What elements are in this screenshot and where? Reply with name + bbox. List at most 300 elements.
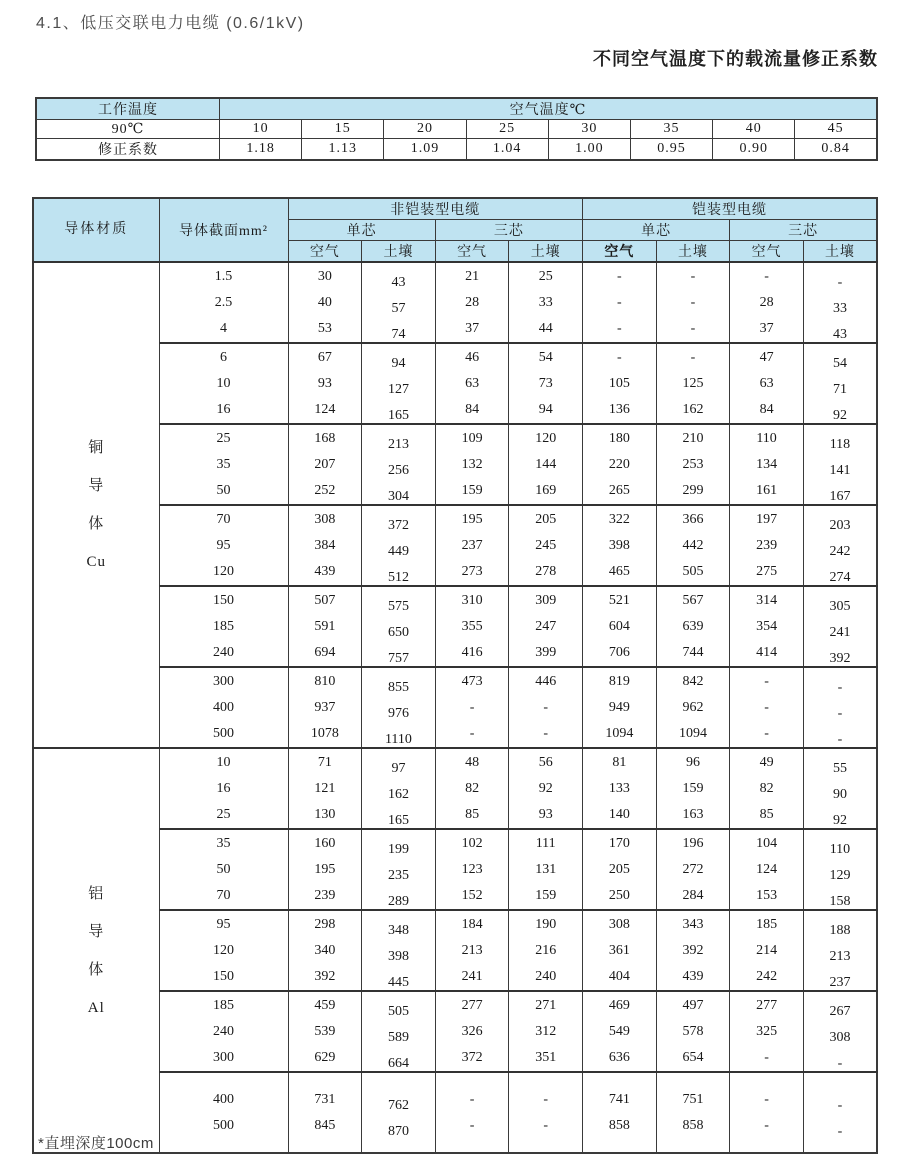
cell-lines	[289, 668, 362, 747]
cell-lines	[730, 1073, 803, 1152]
cell-lines	[804, 1079, 876, 1158]
cell-value: 84	[759, 401, 774, 417]
cell-lines	[730, 587, 803, 666]
cell-value: 162	[387, 786, 409, 802]
cell-value: 50	[216, 861, 231, 877]
ampacity-table	[32, 197, 878, 1154]
cell-value: 54	[538, 349, 553, 365]
cell-value: 120	[213, 563, 234, 579]
cell-lines	[657, 587, 730, 666]
cell-value: 33	[832, 300, 847, 316]
cell-value: 162	[682, 401, 704, 417]
cell-value: 195	[314, 861, 336, 877]
ampacity-cell	[656, 991, 730, 1072]
ampacity-cell	[362, 262, 436, 343]
cell-value: 220	[608, 456, 630, 472]
cell-lines	[160, 587, 288, 666]
ampacity-cell	[803, 991, 877, 1072]
cross-section-cell	[159, 262, 288, 343]
ampacity-cell	[362, 586, 436, 667]
cell-value: 96	[685, 754, 700, 770]
cell-value: -	[764, 1049, 769, 1065]
ampacity-cell	[730, 667, 804, 748]
cell-value: 578	[682, 1023, 704, 1039]
conductor-material-header: 导体材质	[33, 198, 159, 262]
cell-value: 56	[538, 754, 553, 770]
cell-value: 84	[465, 401, 480, 417]
cell-value: 125	[682, 375, 704, 391]
cell-value: 240	[213, 1023, 234, 1039]
cell-lines	[730, 911, 803, 990]
cell-value: 354	[756, 618, 778, 634]
cell-value: 278	[535, 563, 557, 579]
cell-value: -	[764, 268, 769, 284]
cell-lines	[657, 1073, 730, 1152]
cell-value: 1078	[310, 725, 339, 741]
coefficient-row	[36, 139, 877, 161]
cell-value: 63	[465, 375, 480, 391]
cell-lines	[804, 836, 876, 915]
ampacity-cell	[803, 424, 877, 505]
cell-value: 185	[213, 618, 234, 634]
cell-value: 473	[461, 673, 483, 689]
capacity-row	[33, 910, 877, 991]
cell-lines	[362, 755, 435, 834]
armored-three-core-header: 三芯	[730, 220, 877, 241]
cell-value: 355	[461, 618, 483, 634]
ampacity-cell	[362, 505, 436, 586]
cell-lines	[509, 911, 582, 990]
ampacity-cell	[656, 262, 730, 343]
cell-lines	[657, 749, 730, 828]
cell-value: 10	[216, 754, 231, 770]
cell-value: 273	[461, 563, 483, 579]
capacity-row	[33, 1072, 877, 1153]
cross-section-cell	[159, 586, 288, 667]
cell-value: 213	[829, 948, 851, 964]
cell-lines	[160, 911, 288, 990]
ampacity-cell	[656, 424, 730, 505]
cell-value: 439	[682, 968, 704, 984]
cell-value: 304	[387, 488, 409, 504]
cell-value: 267	[829, 1003, 851, 1019]
cell-value: 870	[387, 1123, 409, 1139]
air-header: 空气	[288, 241, 362, 263]
air-temp-value: 10	[220, 120, 302, 139]
cell-value: 446	[535, 673, 557, 689]
cell-value: 654	[682, 1049, 704, 1065]
cell-value: 240	[535, 968, 557, 984]
cell-value: 650	[387, 624, 409, 640]
cell-value: 184	[461, 916, 483, 932]
cell-value: -	[837, 679, 843, 695]
ampacity-cell	[803, 667, 877, 748]
cell-lines	[583, 911, 656, 990]
correction-factor-value: 0.90	[713, 139, 795, 161]
cell-value: -	[837, 1055, 843, 1071]
cell-value: 70	[216, 887, 231, 903]
cell-value: 140	[608, 806, 630, 822]
cell-lines	[436, 263, 509, 342]
cell-value: 1110	[384, 731, 412, 747]
cell-value: 325	[756, 1023, 778, 1039]
cell-value: 274	[829, 569, 851, 585]
cell-value: 348	[387, 922, 409, 938]
cell-value: 90	[832, 786, 847, 802]
ampacity-cell	[509, 424, 583, 505]
cell-value: 277	[461, 997, 483, 1013]
section-subtitle: 不同空气温度下的载流量修正系数	[593, 49, 878, 69]
cell-lines	[160, 749, 288, 828]
cell-lines	[804, 512, 876, 591]
cell-value: 751	[682, 1091, 704, 1107]
cell-value: 549	[608, 1023, 630, 1039]
ampacity-cell	[509, 586, 583, 667]
cell-value: 305	[829, 598, 851, 614]
cell-lines	[657, 506, 730, 585]
cross-section-cell	[159, 910, 288, 991]
ampacity-cell	[288, 505, 362, 586]
cell-lines	[583, 1073, 656, 1152]
air-temp-value: 20	[384, 120, 466, 139]
ampacity-cell	[730, 262, 804, 343]
cell-value: 43	[391, 274, 406, 290]
cell-value: 111	[535, 835, 556, 851]
cell-value: 239	[756, 537, 778, 553]
cell-value: 170	[608, 835, 630, 851]
cell-value: 310	[461, 592, 483, 608]
cell-value: 976	[387, 705, 409, 721]
cell-value: 589	[387, 1029, 409, 1045]
capacity-row	[33, 667, 877, 748]
cell-value: 159	[461, 482, 483, 498]
ampacity-cell	[656, 667, 730, 748]
cell-value: 30	[317, 268, 332, 284]
cell-value: 384	[314, 537, 336, 553]
cell-value: 73	[538, 375, 553, 391]
ampacity-cell	[288, 1072, 362, 1153]
cell-lines	[362, 350, 435, 429]
ampacity-cell	[509, 910, 583, 991]
ampacity-cell	[509, 748, 583, 829]
cell-lines	[583, 506, 656, 585]
air-header: 空气	[583, 241, 657, 263]
ampacity-cell	[509, 667, 583, 748]
ampacity-cell	[509, 1072, 583, 1153]
cell-value: 104	[756, 835, 778, 851]
cell-value: 237	[461, 537, 483, 553]
cell-lines	[730, 830, 803, 909]
cell-value: 962	[682, 699, 704, 715]
cell-lines	[509, 263, 582, 342]
cell-lines	[160, 263, 288, 342]
cell-lines	[362, 431, 435, 510]
air-temp-value: 40	[713, 120, 795, 139]
cell-value: 416	[461, 644, 483, 660]
ampacity-cell	[656, 343, 730, 424]
cell-value: 93	[317, 375, 332, 391]
cell-value: 398	[608, 537, 630, 553]
ampacity-cell	[583, 667, 657, 748]
cell-lines	[730, 749, 803, 828]
cross-section-cell	[159, 505, 288, 586]
ampacity-cell	[730, 586, 804, 667]
burial-depth-footnote: *直埋深度100cm	[38, 1135, 154, 1152]
ampacity-cell	[583, 343, 657, 424]
air-temp-value: 15	[302, 120, 384, 139]
cell-value: 136	[608, 401, 630, 417]
cell-lines	[583, 830, 656, 909]
cell-value: 299	[682, 482, 704, 498]
conductor-line: 体	[88, 516, 105, 532]
cell-lines	[362, 917, 435, 996]
cell-value: 35	[216, 835, 231, 851]
cell-value: 400	[213, 699, 234, 715]
conductor-line: 铜	[88, 440, 105, 456]
cell-value: 141	[829, 462, 851, 478]
cell-lines	[362, 836, 435, 915]
cell-value: 92	[538, 780, 553, 796]
cell-value: 197	[756, 511, 778, 527]
cell-lines	[730, 668, 803, 747]
ampacity-header-row-1	[33, 198, 877, 220]
ampacity-cell	[583, 586, 657, 667]
cell-lines	[160, 1073, 288, 1152]
ampacity-cell	[288, 343, 362, 424]
cell-value: 6	[220, 349, 227, 365]
ampacity-cell	[730, 343, 804, 424]
cell-value: 132	[461, 456, 483, 472]
cell-value: 855	[387, 679, 409, 695]
cell-value: -	[764, 725, 769, 741]
cell-lines	[657, 830, 730, 909]
cell-value: 16	[216, 780, 231, 796]
correction-factor-value: 1.09	[384, 139, 466, 161]
cell-value: 326	[461, 1023, 483, 1039]
cell-value: 50	[216, 482, 231, 498]
cell-value: 163	[682, 806, 704, 822]
cell-value: 497	[682, 997, 704, 1013]
cell-value: 235	[387, 867, 409, 883]
cell-value: 71	[832, 381, 847, 397]
cell-lines	[657, 425, 730, 504]
capacity-row	[33, 343, 877, 424]
ampacity-cell	[656, 748, 730, 829]
cell-value: 28	[465, 294, 480, 310]
cell-lines	[583, 668, 656, 747]
cell-value: 1.5	[214, 268, 233, 284]
cell-value: 213	[387, 436, 409, 452]
cell-lines	[160, 668, 288, 747]
cell-value: 37	[465, 320, 480, 336]
cell-lines	[804, 269, 876, 348]
cell-value: 169	[535, 482, 557, 498]
cell-value: 636	[608, 1049, 630, 1065]
cell-value: 94	[538, 401, 553, 417]
cell-value: -	[616, 349, 622, 365]
conductor-line: Al	[87, 999, 105, 1016]
cell-value: 300	[213, 673, 234, 689]
cell-value: 44	[538, 320, 553, 336]
ampacity-cell	[288, 910, 362, 991]
ampacity-cell	[730, 829, 804, 910]
cell-value: 95	[216, 916, 231, 932]
cell-value: 322	[608, 511, 630, 527]
cell-lines	[804, 917, 876, 996]
cell-value: 507	[314, 592, 336, 608]
cell-value: 265	[608, 482, 630, 498]
ampacity-cell	[362, 910, 436, 991]
air-temp-header: 空气温度℃	[220, 98, 878, 120]
cell-lines	[583, 344, 656, 423]
cell-value: 741	[608, 1091, 630, 1107]
cell-lines	[509, 425, 582, 504]
ampacity-cell	[435, 910, 509, 991]
cell-value: 150	[213, 968, 234, 984]
cell-value: 85	[465, 806, 480, 822]
armored-single-core-header: 单芯	[583, 220, 730, 241]
cell-lines	[804, 998, 876, 1077]
cell-value: 505	[387, 1003, 409, 1019]
ampacity-cell	[435, 505, 509, 586]
cell-value: 284	[682, 887, 704, 903]
cell-value: 161	[756, 482, 778, 498]
cell-value: 121	[314, 780, 336, 796]
cell-lines	[436, 668, 509, 747]
cell-value: -	[764, 1117, 769, 1133]
cell-value: 213	[461, 942, 483, 958]
cell-lines	[289, 263, 362, 342]
cell-value: 144	[535, 456, 557, 472]
cell-value: -	[543, 1117, 549, 1133]
cell-value: 25	[538, 268, 553, 284]
ampacity-cell	[435, 262, 509, 343]
correction-factor-value: 1.00	[548, 139, 630, 161]
cross-section-header: 导体截面mm²	[159, 198, 288, 262]
cell-value: -	[837, 731, 843, 747]
cell-value: -	[616, 294, 622, 310]
cross-section-cell	[159, 829, 288, 910]
ampacity-cell	[509, 343, 583, 424]
cell-lines	[509, 668, 582, 747]
cell-value: -	[616, 320, 622, 336]
cell-value: -	[690, 268, 696, 284]
ampacity-cell	[288, 829, 362, 910]
ampacity-cell	[730, 991, 804, 1072]
cell-lines	[289, 992, 362, 1071]
cell-lines	[436, 1073, 509, 1152]
cell-lines	[583, 587, 656, 666]
cell-value: -	[543, 1091, 549, 1107]
ampacity-cell	[656, 586, 730, 667]
cell-value: 398	[387, 948, 409, 964]
cell-value: 118	[829, 436, 851, 452]
coefficient-label: 修正系数	[36, 139, 220, 161]
cell-lines	[730, 425, 803, 504]
ampacity-cell	[435, 991, 509, 1072]
ampacity-cell	[730, 424, 804, 505]
air-temp-value: 25	[466, 120, 548, 139]
cell-lines	[730, 992, 803, 1071]
cell-lines	[362, 269, 435, 348]
cell-value: 55	[832, 760, 847, 776]
cell-value: 199	[387, 841, 409, 857]
cell-value: 445	[387, 974, 409, 990]
cell-value: -	[543, 725, 549, 741]
cell-value: 33	[538, 294, 553, 310]
ampacity-cell	[583, 991, 657, 1072]
cell-value: 731	[314, 1091, 336, 1107]
cell-value: 241	[461, 968, 483, 984]
cell-value: 205	[535, 511, 557, 527]
cell-value: 188	[829, 922, 851, 938]
cell-lines	[436, 425, 509, 504]
cell-lines	[289, 830, 362, 909]
cell-value: 25	[216, 806, 231, 822]
cell-lines	[509, 344, 582, 423]
cell-value: 300	[213, 1049, 234, 1065]
cell-value: 134	[756, 456, 778, 472]
ampacity-cell	[730, 505, 804, 586]
cell-value: 414	[756, 644, 778, 660]
ampacity-cell	[656, 829, 730, 910]
cell-lines	[509, 749, 582, 828]
cell-value: 858	[682, 1117, 704, 1133]
cell-value: 167	[829, 488, 851, 504]
conductor-material-cell	[33, 262, 159, 748]
cell-value: 165	[387, 407, 409, 423]
cell-value: 591	[314, 618, 336, 634]
cell-value: 252	[314, 482, 336, 498]
ampacity-cell	[509, 991, 583, 1072]
cell-value: 1094	[605, 725, 634, 741]
cell-value: 256	[387, 462, 409, 478]
cell-value: 159	[535, 887, 557, 903]
correction-header-row	[36, 98, 877, 120]
ampacity-cell	[583, 424, 657, 505]
cell-lines	[804, 593, 876, 672]
cell-lines	[436, 587, 509, 666]
cell-value: 399	[535, 644, 557, 660]
ampacity-cell	[362, 829, 436, 910]
cell-value: 131	[535, 861, 557, 877]
cell-value: 949	[608, 699, 630, 715]
cell-lines	[583, 992, 656, 1071]
cell-value: -	[469, 725, 475, 741]
cell-value: 63	[759, 375, 774, 391]
cell-lines	[362, 512, 435, 591]
cell-value: 392	[829, 650, 851, 666]
cell-value: 54	[832, 355, 847, 371]
ampacity-cell	[583, 1072, 657, 1153]
cell-value: 298	[314, 916, 336, 932]
cell-lines	[436, 344, 509, 423]
cell-value: 168	[314, 430, 336, 446]
cell-value: 744	[682, 644, 704, 660]
ampacity-cell	[803, 748, 877, 829]
ampacity-cell	[730, 910, 804, 991]
cell-lines	[583, 425, 656, 504]
cell-value: 465	[608, 563, 630, 579]
cell-value: 240	[213, 644, 234, 660]
cell-lines	[509, 506, 582, 585]
cell-lines	[509, 1073, 582, 1152]
air-header: 空气	[435, 241, 509, 263]
cell-value: 308	[314, 511, 336, 527]
conductor-line: 导	[88, 478, 105, 494]
cell-value: 43	[832, 326, 847, 342]
cell-lines	[289, 911, 362, 990]
